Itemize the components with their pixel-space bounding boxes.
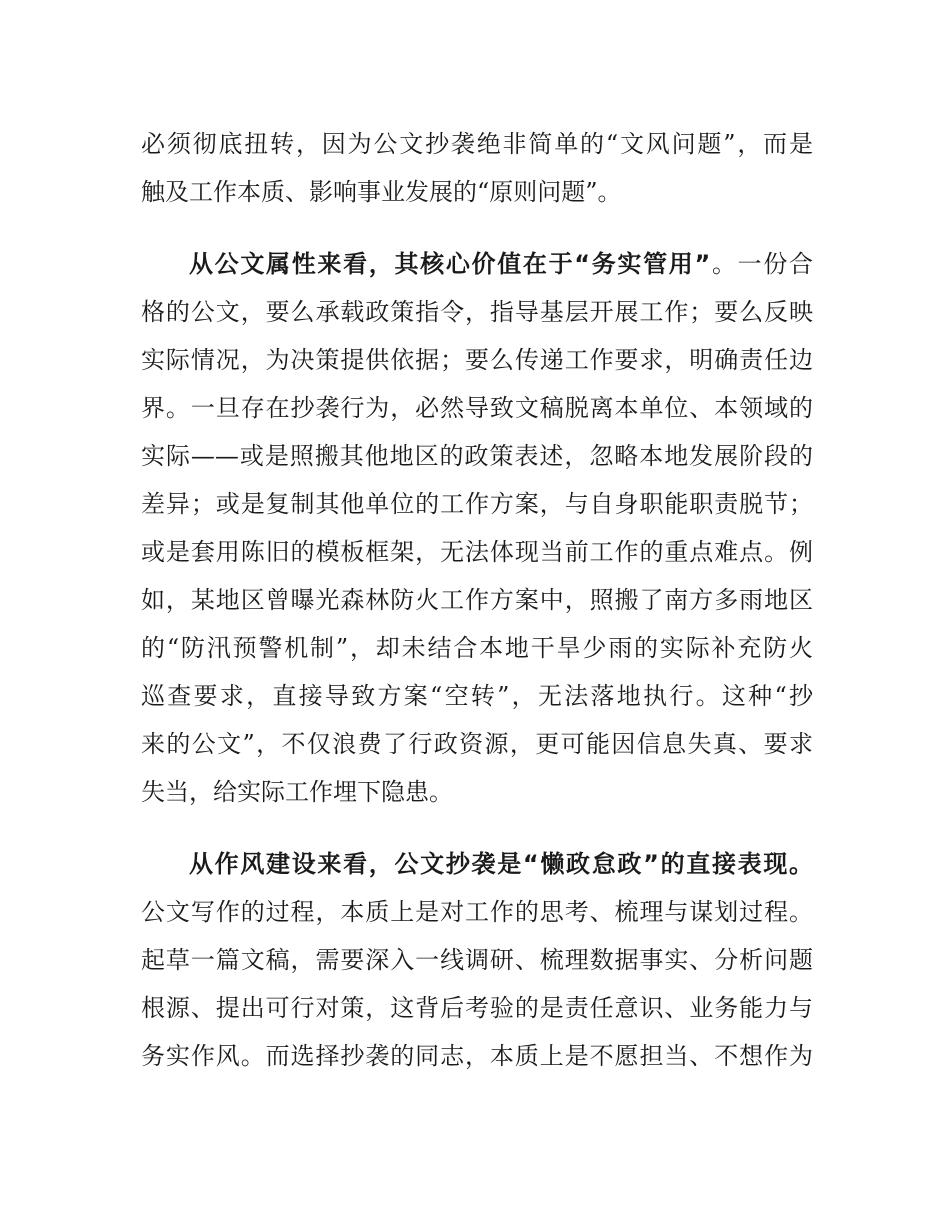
text-line: 巡查要求，直接导致方案“空转”，无法落地执行。这种“抄	[141, 682, 813, 710]
text-line: 根源、提出可行对策，这背后考验的是责任意识、业务能力与	[141, 994, 813, 1022]
paragraph-2	[141, 240, 813, 816]
text-line: 或是套用陈旧的模板框架，无法体现当前工作的重点难点。例	[141, 538, 813, 566]
text-line: 差异；或是复制其他单位的工作方案，与自身职能职责脱节；	[141, 490, 813, 518]
text-line: 必须彻底扭转，因为公文抄袭绝非简单的“文风问题”，而是	[141, 130, 813, 158]
paragraph-lead-line	[141, 240, 813, 288]
text-line: 触及工作本质、影响事业发展的“原则问题”。	[141, 178, 622, 206]
text-line: 务实作风。而选择抄袭的同志，本质上是不愿担当、不想作为	[141, 1042, 813, 1070]
paragraph-lead: 从作风建设来看，公文抄袭是“懒政怠政”的直接表现。	[189, 850, 813, 878]
text-line: 实际——或是照搬其他地区的政策表述，忽略本地发展阶段的	[141, 442, 813, 470]
paragraph-1	[141, 120, 813, 216]
text-line: 格的公文，要么承载政策指令，指导基层开展工作；要么反映	[141, 298, 813, 326]
text-line: 的“防汛预警机制”，却未结合本地干旱少雨的实际补充防火	[141, 634, 813, 662]
text-line: 公文写作的过程，本质上是对工作的思考、梳理与谋划过程。	[141, 898, 813, 926]
text-line: 来的公文”，不仅浪费了行政资源，更可能因信息失真、要求	[141, 730, 813, 758]
text-line: 界。一旦存在抄袭行为，必然导致文稿脱离本单位、本领域的	[141, 394, 813, 422]
lead-line-rest: 。一份合	[710, 250, 814, 278]
text-line: 失当，给实际工作埋下隐患。	[141, 778, 453, 806]
text-line: 实际情况，为决策提供依据；要么传递工作要求，明确责任边	[141, 346, 813, 374]
paragraph-lead: 从公文属性来看，其核心价值在于“务实管用”	[189, 250, 711, 278]
text-line: 如，某地区曾曝光森林防火工作方案中，照搬了南方多雨地区	[141, 586, 813, 614]
paragraph-lead-line	[141, 840, 813, 888]
text-line: 起草一篇文稿，需要深入一线调研、梳理数据事实、分析问题	[141, 946, 813, 974]
paragraph-3	[141, 840, 813, 1080]
